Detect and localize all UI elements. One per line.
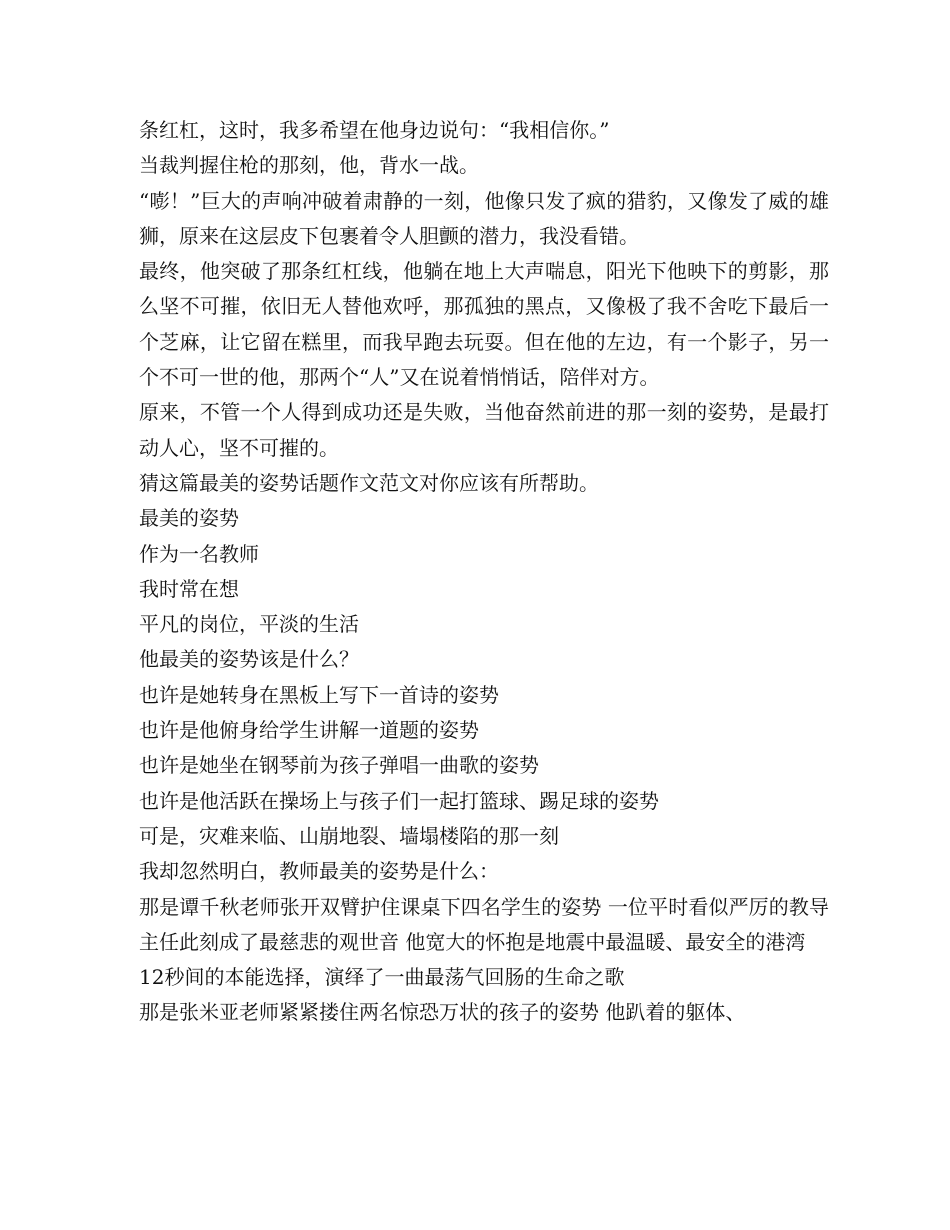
poem-line: 也许是他活跃在操场上与孩子们一起打篮球、踢足球的姿势 (139, 788, 659, 813)
poem-line: 也许是她转身在黑板上写下一首诗的姿势 (139, 682, 499, 707)
section-title: 最美的姿势 (139, 506, 239, 531)
poem-line: 可是，灾难来临、山崩地裂、墙塌楼陷的那一刻 (139, 823, 559, 848)
paragraph: 原来，不管一个人得到成功还是失败，当他奋然前进的那一刻的姿势，是最打动人心，坚不可摧的。 (139, 400, 829, 460)
poem-line: 我却忽然明白，教师最美的姿势是什么： (139, 859, 499, 884)
paragraph: 当裁判握住枪的那刻，他，背水一战。 (139, 153, 479, 178)
paragraph: 猜这篇最美的姿势话题作文范文对你应该有所帮助。 (139, 470, 599, 495)
paragraph: 条红杠，这时，我多希望在他身边说句：“我相信你。” (139, 118, 610, 142)
poem-line: 也许是他俯身给学生讲解一道题的姿势 (139, 718, 479, 743)
document-body (139, 113, 829, 1031)
poem-line: 12秒间的本能选择，演绎了一曲最荡气回肠的生命之歌 (139, 965, 625, 990)
poem-line: 我时常在想 (139, 576, 239, 601)
poem-line: 作为一名教师 (139, 541, 259, 566)
poem-line: 也许是她坐在钢琴前为孩子弹唱一曲歌的姿势 (139, 753, 539, 778)
poem-line: 那是谭千秋老师张开双臂护住课桌下四名学生的姿势 一位平时看似严厉的教导主任此刻成了最慈悲的观世音 他宽大的怀抱是地震中最温暖、最安全的港湾 (139, 894, 829, 954)
poem-line: 那是张米亚老师紧紧搂住两名惊恐万状的孩子的姿势 他趴着的躯体、 (139, 1000, 746, 1025)
paragraph: 最终，他突破了那条红杠线，他躺在地上大声喘息，阳光下他映下的剪影，那么坚不可摧，依旧无人替他欢呼，那孤独的黑点，又像极了我不舍吃下最后一个芝麻，让它留在糕里，而我早跑去玩耍。但在他的左边，有一个影子，另一个不可一世的他，那两个“人”又在说着悄悄话，陪伴对方。 (139, 259, 829, 390)
poem-line: 他最美的姿势该是什么？ (139, 647, 359, 672)
paragraph: “嘭！”巨大的声响冲破着肃静的一刻，他像只发了疯的猎豹，又像发了威的雄狮，原来在这层皮下包裹着令人胆颤的潜力，我没看错。 (139, 188, 829, 248)
poem-line: 平凡的岗位，平淡的生活 (139, 612, 359, 637)
